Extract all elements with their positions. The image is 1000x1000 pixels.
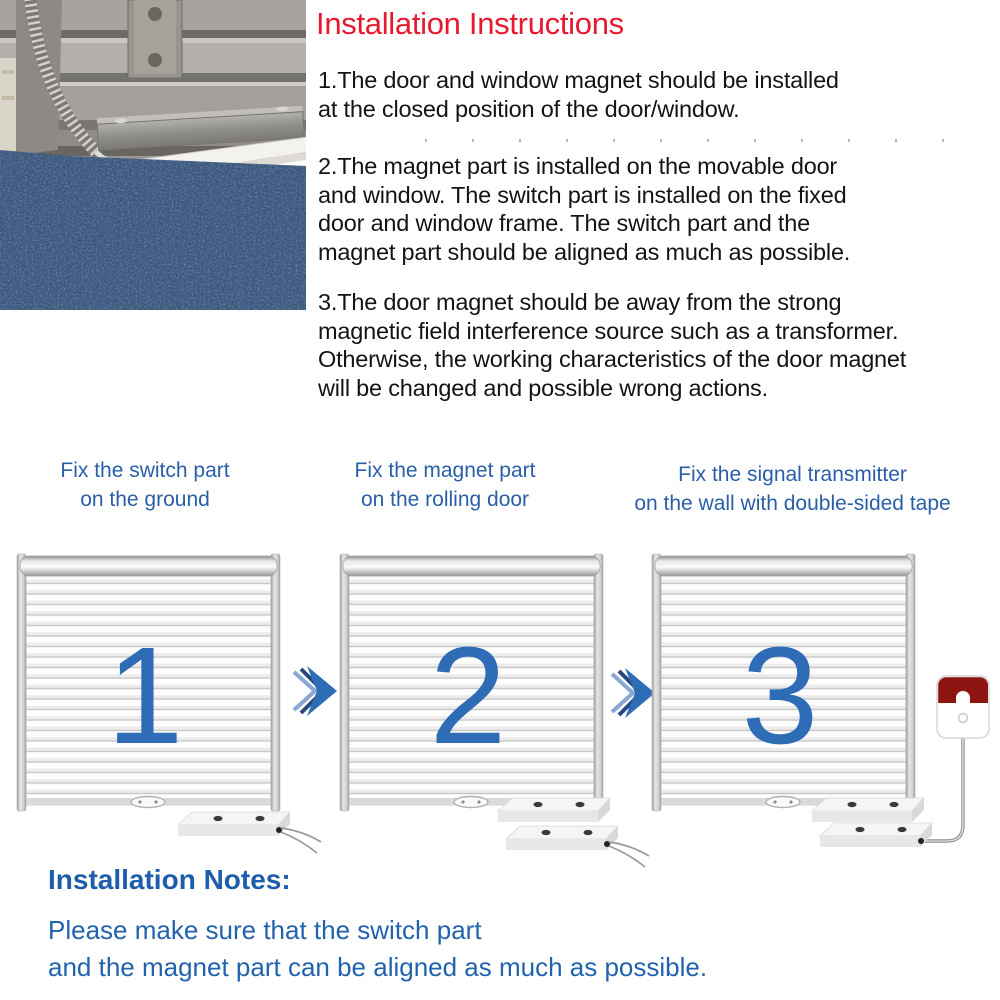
instruction-step-1 (318, 66, 839, 123)
page-title: Installation Instructions (316, 6, 624, 41)
instruction-step-3 (318, 288, 906, 402)
installation-notes (48, 864, 707, 986)
notes-heading: Installation Notes: (48, 864, 291, 895)
caption-line: on the ground (80, 488, 210, 511)
notes-line: Please make sure that the switch part (48, 915, 482, 945)
caption-line: Fix the switch part (60, 459, 230, 482)
step-text-line: 1.The door and window magnet should be installed (318, 67, 839, 93)
diagram-caption-1 (10, 456, 280, 514)
step-text-line: 3.The door magnet should be away from the strong (318, 289, 842, 315)
instruction-step-2 (318, 152, 850, 266)
arrow-icon-2 (612, 668, 655, 718)
door-illustration-3 (652, 554, 989, 847)
switch-part-2 (506, 826, 649, 867)
step-text-line: will be changed and possible wrong actions. (318, 374, 768, 401)
switch-part-3 (820, 823, 932, 847)
door-illustration-1 (17, 554, 321, 853)
step-text-line: Otherwise, the working characteristics of the door magnet (318, 346, 907, 373)
diagram-caption-2 (310, 456, 580, 514)
step-text-line: 2.The magnet part is installed on the movable door (318, 153, 838, 179)
installation-photo (0, 0, 306, 310)
magnet-part-2 (498, 798, 610, 822)
magnet-part-3 (812, 798, 924, 822)
caption-line: Fix the signal transmitter (678, 463, 907, 486)
signal-transmitter (937, 676, 989, 738)
door-bracket (128, 0, 182, 78)
step-text-line: and window. The switch part is installed on the fixed (318, 181, 847, 208)
step-text-line: door and window frame. The switch part and the (318, 210, 810, 237)
installation-diagrams (0, 540, 1000, 870)
step-number-1: 1 (106, 619, 184, 773)
door-illustration-2 (340, 554, 649, 867)
step-number-2: 2 (429, 619, 507, 773)
caption-line: Fix the magnet part (354, 459, 536, 482)
switch-part-1 (178, 812, 321, 853)
step-number-3: 3 (741, 619, 819, 773)
notes-line: and the magnet part can be aligned as much as possible. (48, 952, 708, 982)
step-text-line: magnetic field interference source such as a transformer. (318, 317, 899, 344)
step-text-line: at the closed position of the door/window. (318, 95, 740, 122)
diagram-caption-3 (610, 460, 975, 518)
step-text-line: magnet part should be aligned as much as possible. (318, 238, 851, 265)
caption-line: on the rolling door (360, 488, 530, 511)
arrow-icon-1 (294, 666, 337, 716)
blue-carpet (0, 145, 306, 310)
cropped-text-artifact (425, 139, 985, 142)
caption-line: on the wall with double-sided tape (634, 492, 951, 515)
